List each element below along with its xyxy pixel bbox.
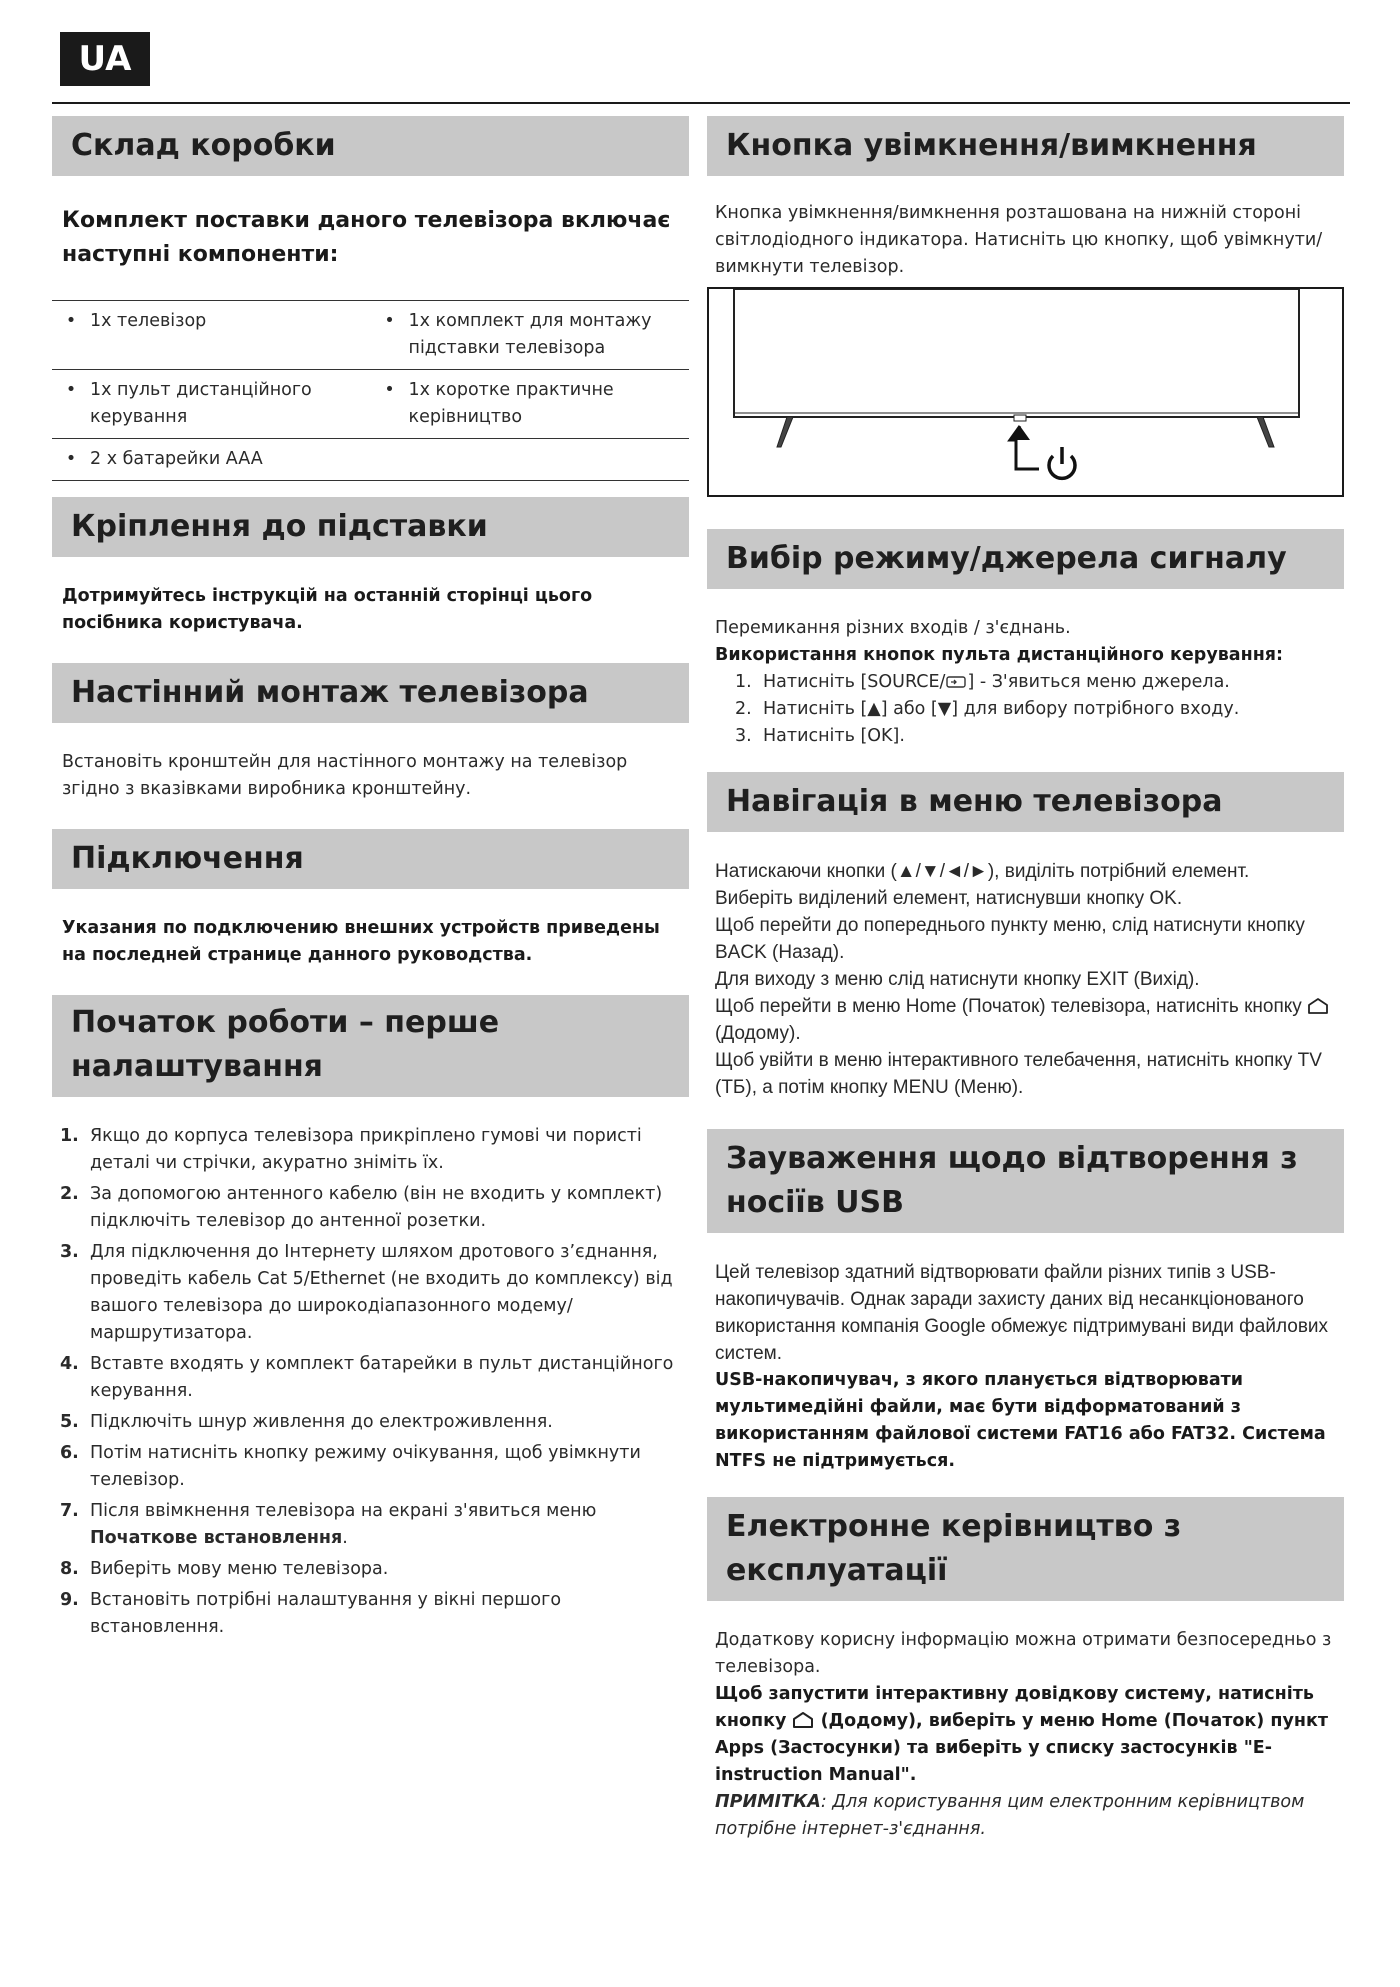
list-item: 2. Натисніть [▲] або [▼] для вибору потрібного входу. bbox=[735, 699, 1240, 719]
section-source bbox=[707, 529, 1344, 750]
section-box-contents bbox=[52, 116, 689, 481]
box-intro: Комплект поставки даного телевізора включає наступні компоненти: bbox=[62, 208, 671, 267]
list-item: 4. Вставте входять у комплект батарейки в пульт дистанційного керування. bbox=[60, 1354, 674, 1401]
table-cell: 1x комплект для монтажу підставки телевізора bbox=[408, 311, 652, 358]
section-wall-mount bbox=[52, 663, 689, 803]
home-icon bbox=[1307, 997, 1329, 1015]
manual-note: ПРИМІТКА: Для користування цим електронним керівництвом потрібне інтернет-з'єднання. bbox=[715, 1792, 1305, 1839]
list-item: 1. Якщо до корпуса телевізора прикріплено гумові чи пористі деталі чи стрічки, акуратно зніміть їх. bbox=[60, 1126, 642, 1173]
section-first-setup bbox=[52, 995, 689, 1641]
tv-illustration bbox=[707, 287, 1344, 497]
nav-text bbox=[707, 858, 1344, 1101]
bullet-icon: • bbox=[384, 311, 395, 331]
power-icon bbox=[1049, 447, 1075, 478]
bullet-icon: • bbox=[65, 449, 77, 469]
nav-line: Для виходу з меню слід натиснути кнопку EXIT (Вихід). bbox=[715, 969, 1200, 990]
tv-power-diagram bbox=[709, 289, 1342, 491]
section-stand bbox=[52, 497, 689, 637]
bullet-icon: • bbox=[384, 380, 395, 400]
left-column bbox=[52, 116, 689, 1645]
nav-line: Щоб перейти до попереднього пункту меню, слід натиснути кнопку BACK (Назад). bbox=[715, 915, 1305, 963]
list-item: 9. Встановіть потрібні налаштування у вікні першого встановлення. bbox=[60, 1590, 562, 1637]
list-item: 6. Потім натисніть кнопку режиму очікування, щоб увімкнути телевізор. bbox=[60, 1443, 641, 1490]
section-title: Вибір режиму/джерела сигналу bbox=[707, 529, 1344, 589]
power-text: Кнопка увімкнення/вимкнення розташована на нижній стороні світлодіодного індикатора. Натисніть цю кнопку, щоб увімкнути/ вимкнути телевізор. bbox=[715, 203, 1323, 277]
list-item: 5. Підключіть шнур живлення до електроживлення. bbox=[60, 1412, 553, 1432]
section-title: Електронне керівництво з експлуатації bbox=[707, 1497, 1344, 1601]
usb-text: Цей телевізор здатний відтворювати файли різних типів з USB-накопичувачів. Однак заради захисту даних від несанкціонованого використання компанія Google обмежує підтримувані види файлових систем. bbox=[715, 1262, 1329, 1364]
section-connection bbox=[52, 829, 689, 969]
list-item: 7. Після ввімкнення телевізора на екрані з'явиться меню Початкове встановлення. bbox=[60, 1501, 597, 1548]
bullet-icon: • bbox=[65, 380, 77, 400]
section-title: Підключення bbox=[52, 829, 689, 889]
table-cell: 1x коротке практичне керівництво bbox=[408, 380, 614, 427]
list-item: 1. Натисніть [SOURCE/ ] - З'явиться меню джерела. bbox=[735, 672, 1230, 692]
table-row bbox=[52, 301, 689, 370]
list-item: 3. Натисніть [OK]. bbox=[735, 726, 905, 746]
right-column bbox=[707, 116, 1344, 1843]
table-cell: 2 x батарейки AAA bbox=[90, 449, 263, 469]
section-title: Навігація в меню телевізора bbox=[707, 772, 1344, 832]
section-title: Склад коробки bbox=[52, 116, 689, 176]
stand-text: Дотримуйтесь інструкцій на останній сторінці цього посібника користувача. bbox=[62, 586, 593, 633]
source-steps-list bbox=[707, 669, 1344, 750]
table-row bbox=[52, 370, 689, 439]
nav-line: Виберіть виділений елемент, натиснувши кнопку OK. bbox=[715, 888, 1183, 909]
header-rule bbox=[52, 102, 1350, 104]
section-title: Кріплення до підставки bbox=[52, 497, 689, 557]
setup-steps-list bbox=[52, 1123, 689, 1641]
section-title: Зауваження щодо відтворення з носіїв USB bbox=[707, 1129, 1344, 1233]
table-cell: 1x телевізор bbox=[90, 311, 207, 331]
section-e-manual bbox=[707, 1497, 1344, 1843]
table-cell: 1x пульт дистанційного керування bbox=[90, 380, 312, 427]
list-item: 3. Для підключення до Інтернету шляхом дротового з’єднання, проведіть кабель Cat 5/Ethernet (не входить до комплексу) від вашого телевізора до широкодіапазонного модему/ маршрутизатора. bbox=[60, 1242, 673, 1343]
home-icon bbox=[792, 1711, 814, 1729]
section-title: Кнопка увімкнення/вимкнення bbox=[707, 116, 1344, 176]
wall-text: Встановіть кронштейн для настінного монтажу на телевізор згідно з вказівками виробника кронштейну. bbox=[62, 752, 628, 799]
list-item: 2. За допомогою антенного кабелю (він не входить у комплект) підключіть телевізор до антенної розетки. bbox=[60, 1184, 663, 1231]
section-power-button bbox=[707, 116, 1344, 497]
nav-line: Натискаючи кнопки (▲/▼/◄/►), виділіть потрібний елемент. bbox=[715, 861, 1250, 882]
input-source-icon bbox=[946, 676, 966, 688]
nav-line: Щоб перейти в меню Home (Початок) телевізора, натисніть кнопку (Додому). bbox=[715, 993, 1344, 1047]
list-item: 8. Виберіть мову меню телевізора. bbox=[60, 1559, 389, 1579]
section-title: Настінний монтаж телевізора bbox=[52, 663, 689, 723]
table-row bbox=[52, 439, 689, 481]
manual-text: Додаткову корисну інформацію можна отримати безпосередньо з телевізора. bbox=[715, 1630, 1332, 1677]
language-badge: UA bbox=[60, 32, 150, 86]
manual-instruction: Щоб запустити інтерактивну довідкову систему, натисніть кнопку (Додому), виберіть у меню Home (Початок) пункт Apps (Застосунки) та виберіть у списку застосунків "E-instruction Manual". bbox=[715, 1684, 1328, 1785]
box-contents-table bbox=[52, 300, 689, 481]
usb-warning: USB-накопичувач, з якого планується відтворювати мультимедійні файли, має бути відформатований з використанням файлової системи FAT16 або FAT32. Система NTFS не підтримується. bbox=[715, 1370, 1326, 1471]
nav-line: Щоб увійти в меню інтерактивного телебачення, натисніть кнопку TV (ТБ), а потім кнопку MENU (Меню). bbox=[715, 1050, 1322, 1098]
section-usb bbox=[707, 1129, 1344, 1475]
section-navigation bbox=[707, 772, 1344, 1101]
bullet-icon: • bbox=[65, 311, 77, 331]
section-title: Початок роботи – перше налаштування bbox=[52, 995, 689, 1097]
connection-text: Указания по подключению внешних устройств приведены на последней странице данного руководства. bbox=[62, 918, 660, 965]
rc-heading: Використання кнопок пульта дистанційного керування: bbox=[715, 645, 1284, 665]
source-text: Перемикання різних входів / з'єднань. bbox=[715, 618, 1071, 638]
